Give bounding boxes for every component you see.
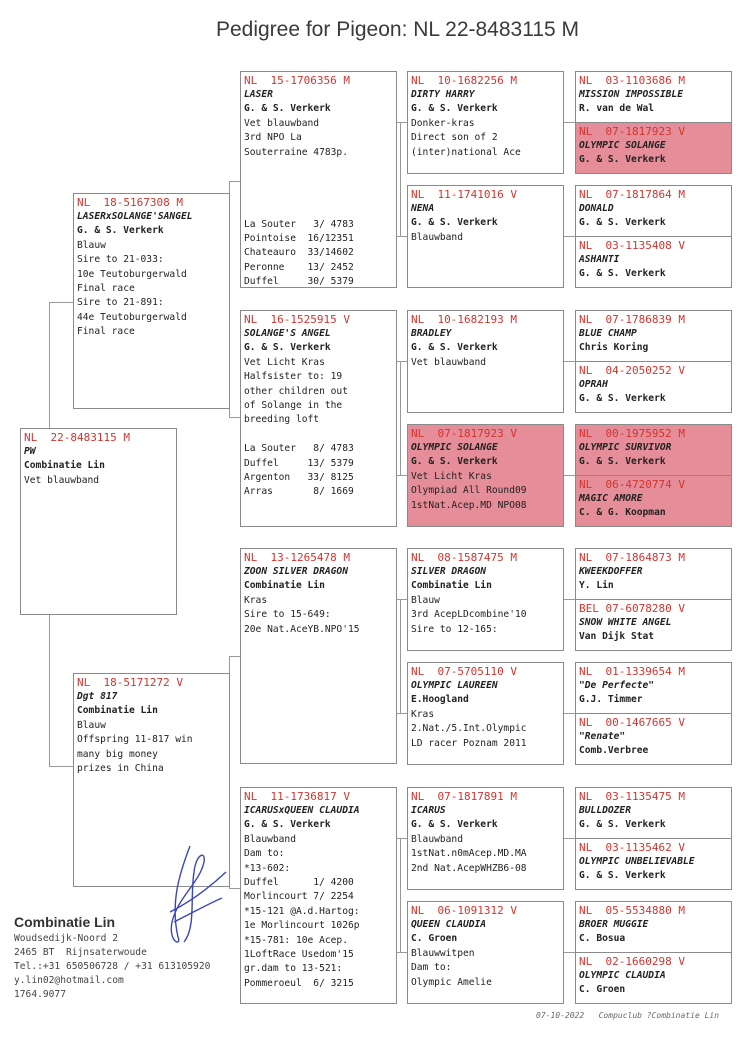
pigeon-name: OLYMPIC UNBELIEVABLE bbox=[579, 856, 695, 867]
info-line: 44e Teutoburgerwald bbox=[77, 311, 187, 323]
ring-number: NL 02-1660298 V bbox=[579, 955, 685, 968]
info-line: Olympic Amelie bbox=[411, 976, 492, 988]
grandparent-card[interactable] bbox=[240, 71, 397, 288]
connector bbox=[564, 713, 575, 714]
pigeon-top-section[interactable] bbox=[576, 72, 731, 122]
pigeon-bottom-section[interactable] bbox=[576, 122, 731, 174]
great-grandparent-card[interactable] bbox=[407, 901, 564, 1004]
spacer bbox=[244, 203, 393, 217]
pigeon-name: "Renate" bbox=[579, 731, 626, 742]
info-line: *15-781: 10e Acep. bbox=[244, 934, 348, 946]
breeder-email: y.lin02@hotmail.com bbox=[14, 975, 124, 986]
pigeon-name: OLYMPIC SOLANGE bbox=[411, 442, 498, 453]
owner-name: G. & S. Verkerk bbox=[579, 456, 666, 468]
info-line: Sire to 21-033: bbox=[77, 254, 164, 266]
race-result: La Souter 8/ 4783 bbox=[244, 443, 354, 455]
info-line: Blauwband bbox=[411, 231, 463, 243]
info-line: Duffel 1/ 4200 bbox=[244, 877, 354, 889]
owner-name: Chris Koring bbox=[579, 342, 649, 354]
pigeon-name: ZOON SILVER DRAGON bbox=[244, 566, 348, 577]
info-line: 1e Morlincourt 1026p bbox=[244, 920, 360, 932]
ring-number: NL 18-5171272 V bbox=[77, 676, 183, 689]
race-result: Pointoise 16/12351 bbox=[244, 233, 354, 244]
owner-name: Comb.Verbree bbox=[579, 745, 649, 757]
page-title: Pedigree for Pigeon: NL 22-8483115 M bbox=[215, 18, 580, 41]
owner-name: Combinatie Lin bbox=[244, 580, 325, 592]
owner-name: Y. Lin bbox=[579, 580, 614, 592]
owner-name: C. Groen bbox=[411, 933, 458, 945]
info-line: Sire to 15-649: bbox=[244, 609, 331, 621]
great-grandparent-card[interactable] bbox=[407, 424, 564, 527]
info-line: *15-121 @A.d.Hartog: bbox=[244, 905, 360, 917]
owner-name: C. & G. Koopman bbox=[579, 507, 666, 519]
ring-number: NL 16-1525915 V bbox=[244, 313, 350, 326]
pigeon-name: KWEEKDOFFER bbox=[579, 566, 643, 577]
pigeon-top-section[interactable] bbox=[576, 788, 731, 838]
connector bbox=[564, 838, 575, 839]
connector bbox=[397, 236, 407, 237]
ring-number: NL 03-1135462 V bbox=[579, 841, 685, 854]
connector bbox=[564, 236, 575, 237]
ring-number: NL 03-1103686 M bbox=[579, 74, 685, 87]
pigeon-bottom-section[interactable] bbox=[576, 599, 731, 651]
ring-number: NL 06-1091312 V bbox=[411, 904, 517, 917]
pigeon-name: OLYMPIC SOLANGE bbox=[579, 140, 666, 151]
owner-name: G. & S. Verkerk bbox=[411, 819, 498, 831]
connector bbox=[564, 122, 575, 123]
ring-number: NL 10-1682256 M bbox=[411, 74, 517, 87]
ring-number: NL 05-5534880 M bbox=[579, 904, 685, 917]
owner-name: G. & S. Verkerk bbox=[579, 393, 666, 405]
connector bbox=[564, 599, 575, 600]
ring-number: NL 11-1736817 V bbox=[244, 790, 350, 803]
sire-card[interactable] bbox=[73, 193, 230, 409]
connector bbox=[400, 361, 401, 475]
info-line: 1stNat.n0mAcep.MD.MA bbox=[411, 848, 527, 860]
pigeon-name: NENA bbox=[411, 203, 435, 214]
race-result: La Souter 3/ 4783 bbox=[244, 218, 354, 230]
connector bbox=[229, 656, 240, 657]
owner-name: R. van de Wal bbox=[579, 103, 655, 115]
breeder-phone: Tel.:+31 650506728 / +31 613105920 bbox=[14, 961, 211, 972]
info-line: Sire to 12-165: bbox=[411, 623, 498, 635]
great-great-grandparent-card[interactable] bbox=[575, 662, 732, 765]
race-result: Chateauro 33/14602 bbox=[244, 247, 354, 259]
info-line: Kras bbox=[411, 708, 435, 720]
pigeon-name: QUEEN CLAUDIA bbox=[411, 919, 487, 930]
info-line: Dam to: bbox=[411, 962, 452, 974]
pigeon-bottom-section[interactable] bbox=[576, 236, 731, 288]
ring-number: NL 22-8483115 M bbox=[24, 431, 130, 444]
breeder-name: Combinatie Lin bbox=[14, 914, 116, 930]
pigeon-name: MAGIC AMORE bbox=[579, 493, 643, 504]
info-line: Vet Licht Kras bbox=[411, 470, 492, 482]
info-line: Pommeroeul 6/ 3215 bbox=[244, 977, 354, 989]
info-line: 20e Nat.AceYB.NPO'15 bbox=[244, 623, 360, 635]
owner-name: G. & S. Verkerk bbox=[579, 154, 666, 166]
info-line: 2.Nat./5.Int.Olympic bbox=[411, 723, 527, 735]
ring-number: NL 07-1817864 M bbox=[579, 188, 685, 201]
info-line: Final race bbox=[77, 283, 135, 295]
owner-name: Combinatie Lin bbox=[77, 705, 158, 717]
pigeon-name: SILVER DRAGON bbox=[411, 566, 487, 577]
pigeon-name: ICARUSxQUEEN CLAUDIA bbox=[244, 805, 360, 816]
info-line: 1stNat.Acep.MD NPO08 bbox=[411, 499, 527, 511]
info-line: Olympiad All Round09 bbox=[411, 485, 527, 497]
owner-name: G.J. Timmer bbox=[579, 694, 643, 706]
ring-number: BEL 07-6078280 V bbox=[579, 602, 685, 615]
connector bbox=[229, 417, 240, 418]
ring-number: NL 01-1339654 M bbox=[579, 665, 685, 678]
pigeon-name: SOLANGE'S ANGEL bbox=[244, 328, 331, 339]
info-line: Vet blauwband bbox=[244, 117, 320, 129]
ring-number: NL 18-5167308 M bbox=[77, 196, 183, 209]
breeder-postcode: 2465 BT Rijnsaterwoude bbox=[14, 947, 147, 958]
owner-name: G. & S. Verkerk bbox=[579, 870, 666, 882]
pigeon-name: BROER MUGGIE bbox=[579, 919, 649, 930]
info-line: Offspring 11-817 win bbox=[77, 734, 193, 746]
info-line: *13-602: bbox=[244, 862, 291, 874]
owner-name: G. & S. Verkerk bbox=[244, 819, 331, 831]
info-line: Morlincourt 7/ 2254 bbox=[244, 891, 354, 903]
ring-number: NL 03-1135408 V bbox=[579, 239, 685, 252]
info-line: Halfsister to: 19 bbox=[244, 371, 343, 383]
pigeon-bottom-section[interactable] bbox=[576, 475, 731, 527]
pigeon-top-section[interactable] bbox=[576, 425, 731, 475]
connector bbox=[564, 952, 575, 953]
connector bbox=[229, 181, 240, 182]
ring-number: NL 07-1817891 M bbox=[411, 790, 517, 803]
info-line: 3rd AcepLDcombine'10 bbox=[411, 609, 527, 621]
great-grandparent-card[interactable] bbox=[407, 185, 564, 288]
owner-name: G. & S. Verkerk bbox=[411, 217, 498, 229]
info-line: prizes in China bbox=[77, 763, 164, 775]
info-line: Souterraine 4783p. bbox=[244, 146, 348, 158]
pigeon-name: ICARUS bbox=[411, 805, 446, 816]
pigeon-name: DIRTY HARRY bbox=[411, 89, 475, 100]
info-line: 2nd Nat.AcepWHZB6-08 bbox=[411, 862, 527, 874]
connector bbox=[397, 475, 407, 476]
great-great-grandparent-card[interactable] bbox=[575, 310, 732, 413]
pigeon-name: OLYMPIC SURVIVOR bbox=[579, 442, 672, 453]
owner-name: E.Hoogland bbox=[411, 694, 469, 706]
pigeon-top-section[interactable] bbox=[576, 549, 731, 599]
info-line: Blauw bbox=[411, 594, 440, 606]
connector bbox=[397, 838, 407, 839]
pigeon-name: OLYMPIC CLAUDIA bbox=[579, 970, 666, 981]
pigeon-name: DONALD bbox=[579, 203, 614, 214]
breeder-id: 1764.9077 bbox=[14, 989, 66, 1000]
info-line: Vet blauwband bbox=[411, 356, 487, 368]
pigeon-name: OLYMPIC LAUREEN bbox=[411, 680, 498, 691]
pigeon-bottom-section[interactable] bbox=[576, 838, 731, 890]
info-line: Dam to: bbox=[244, 848, 285, 860]
great-grandparent-card[interactable] bbox=[407, 548, 564, 651]
owner-name: G. & S. Verkerk bbox=[244, 103, 331, 115]
pigeon-name: MISSION IMPOSSIBLE bbox=[579, 89, 683, 100]
pigeon-name: ASHANTI bbox=[579, 254, 620, 265]
pigeon-name: "De Perfecte" bbox=[579, 680, 655, 691]
connector bbox=[397, 713, 407, 714]
owner-name: Van Dijk Stat bbox=[579, 631, 655, 643]
pigeon-top-section[interactable] bbox=[576, 186, 731, 236]
info-line: 1LoftRace Usedom'15 bbox=[244, 949, 354, 961]
subject-pigeon-card[interactable] bbox=[20, 428, 177, 615]
grandparent-card[interactable] bbox=[240, 548, 397, 764]
connector bbox=[229, 888, 240, 889]
ring-number: NL 11-1741016 V bbox=[411, 188, 517, 201]
info-line: Blauw bbox=[77, 239, 106, 251]
info-line: LD racer Poznam 2011 bbox=[411, 737, 527, 749]
pigeon-top-section[interactable] bbox=[576, 902, 731, 952]
info-line: Donker-kras bbox=[411, 117, 475, 129]
ring-number: NL 07-1817923 V bbox=[579, 125, 685, 138]
great-great-grandparent-card[interactable] bbox=[575, 901, 732, 1004]
pigeon-top-section[interactable] bbox=[576, 663, 731, 713]
race-result: Arras 8/ 1669 bbox=[244, 486, 354, 498]
ring-number: NL 00-1975952 M bbox=[579, 427, 685, 440]
pigeon-name: LASER bbox=[244, 89, 273, 100]
great-great-grandparent-card[interactable] bbox=[575, 71, 732, 174]
info-line: of Solange in the bbox=[244, 400, 343, 412]
pigeon-name: BRADLEY bbox=[411, 328, 452, 339]
info-line: (inter)national Ace bbox=[411, 146, 521, 158]
great-grandparent-card[interactable] bbox=[407, 662, 564, 765]
spacer bbox=[244, 189, 393, 203]
breeder-address: Woudsedijk-Noord 2 bbox=[14, 933, 118, 944]
pigeon-color: Vet blauwband bbox=[24, 474, 100, 486]
ring-number: NL 00-1467665 V bbox=[579, 716, 685, 729]
ring-number: NL 06-4720774 V bbox=[579, 478, 685, 491]
spacer bbox=[244, 428, 393, 442]
info-line: 10e Teutoburgerwald bbox=[77, 268, 187, 280]
owner-name: G. & S. Verkerk bbox=[579, 217, 666, 229]
race-result: Duffel 13/ 5379 bbox=[244, 457, 354, 469]
ring-number: NL 04-2050252 V bbox=[579, 364, 685, 377]
connector bbox=[400, 599, 401, 713]
great-grandparent-card[interactable] bbox=[407, 787, 564, 890]
pigeon-name: BULLDOZER bbox=[579, 805, 631, 816]
ring-number: NL 07-5705110 V bbox=[411, 665, 517, 678]
ring-number: NL 07-1786839 M bbox=[579, 313, 685, 326]
pigeon-bottom-section[interactable] bbox=[576, 361, 731, 413]
ring-number: NL 10-1682193 M bbox=[411, 313, 517, 326]
owner-name: C. Bosua bbox=[579, 933, 626, 945]
owner-name: G. & S. Verkerk bbox=[411, 103, 498, 115]
owner-name: G. & S. Verkerk bbox=[411, 342, 498, 354]
info-line: Blauwband bbox=[411, 833, 463, 845]
info-line: other children out bbox=[244, 385, 348, 397]
info-line: Vet Licht Kras bbox=[244, 356, 325, 368]
info-line: many big money bbox=[77, 748, 158, 760]
footer-text: 07-10-2022 Compuclub ?Combinatie Lin bbox=[536, 1011, 720, 1020]
connector bbox=[397, 599, 407, 600]
owner-name: G. & S. Verkerk bbox=[579, 268, 666, 280]
ring-number: NL 08-1587475 M bbox=[411, 551, 517, 564]
owner-name: G. & S. Verkerk bbox=[77, 225, 164, 237]
connector bbox=[397, 952, 407, 953]
pigeon-top-section[interactable] bbox=[576, 311, 731, 361]
spacer bbox=[244, 160, 393, 174]
ring-number: NL 15-1706356 M bbox=[244, 74, 350, 87]
spacer bbox=[244, 174, 393, 188]
info-line: 3rd NPO La bbox=[244, 132, 302, 144]
info-line: Blauw bbox=[77, 719, 106, 731]
great-grandparent-card[interactable] bbox=[407, 71, 564, 174]
connector bbox=[400, 122, 401, 236]
owner-name: C. Groen bbox=[579, 984, 626, 996]
pigeon-name: SNOW WHITE ANGEL bbox=[579, 617, 672, 628]
info-line: Kras bbox=[244, 594, 268, 606]
pigeon-name: LASERxSOLANGE'SANGEL bbox=[77, 211, 193, 222]
connector bbox=[49, 302, 73, 303]
great-great-grandparent-card[interactable] bbox=[575, 548, 732, 651]
pigeon-name: OPRAH bbox=[579, 379, 608, 390]
great-great-grandparent-card[interactable] bbox=[575, 185, 732, 288]
info-line: Direct son of 2 bbox=[411, 132, 498, 144]
pigeon-name: PW bbox=[24, 446, 36, 457]
ring-number: NL 13-1265478 M bbox=[244, 551, 350, 564]
connector bbox=[564, 361, 575, 362]
info-line: gr.dam to 13-521: bbox=[244, 963, 343, 975]
signature-scribble bbox=[160, 842, 230, 952]
info-line: breeding loft bbox=[244, 414, 320, 426]
connector bbox=[397, 361, 407, 362]
pigeon-bottom-section[interactable] bbox=[576, 713, 731, 765]
ring-number: NL 07-1817923 V bbox=[411, 427, 517, 440]
connector bbox=[400, 838, 401, 952]
race-result: Peronne 13/ 2452 bbox=[244, 261, 354, 273]
info-line: Blauwwitpen bbox=[411, 947, 475, 959]
pigeon-name: Dgt 817 bbox=[77, 691, 118, 702]
owner-name: Combinatie Lin bbox=[411, 580, 492, 592]
race-result: Argenton 33/ 8125 bbox=[244, 472, 354, 484]
pigeon-bottom-section[interactable] bbox=[576, 952, 731, 1004]
info-line: Final race bbox=[77, 326, 135, 338]
info-line: Sire to 21-891: bbox=[77, 297, 164, 309]
grandparent-card[interactable] bbox=[240, 310, 397, 527]
info-line: Blauwband bbox=[244, 833, 296, 845]
connector bbox=[564, 475, 575, 476]
connector bbox=[397, 122, 407, 123]
owner-name: G. & S. Verkerk bbox=[411, 456, 498, 468]
owner-name: G. & S. Verkerk bbox=[579, 819, 666, 831]
owner-name: G. & S. Verkerk bbox=[244, 342, 331, 354]
pigeon-name: BLUE CHAMP bbox=[579, 328, 637, 339]
great-great-grandparent-card[interactable] bbox=[575, 787, 732, 890]
great-grandparent-card[interactable] bbox=[407, 310, 564, 413]
ring-number: NL 07-1864873 M bbox=[579, 551, 685, 564]
ring-number: NL 03-1135475 M bbox=[579, 790, 685, 803]
owner-name: Combinatie Lin bbox=[24, 460, 105, 472]
great-great-grandparent-card[interactable] bbox=[575, 424, 732, 527]
race-result: Duffel 30/ 5379 bbox=[244, 276, 354, 288]
connector bbox=[49, 766, 73, 767]
